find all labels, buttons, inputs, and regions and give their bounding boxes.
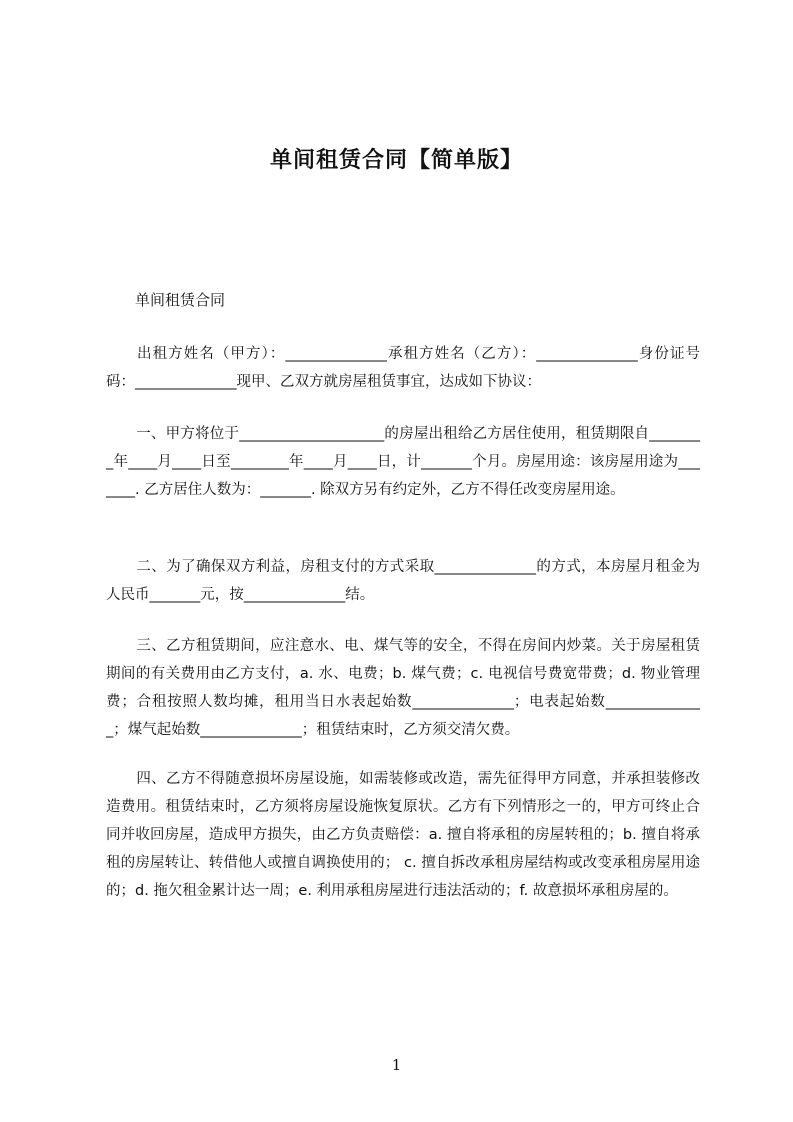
page-number: 1 [391, 1056, 402, 1074]
paragraph-clause-2-text: 二、为了确保双方利益，房租支付的方式采取______________的方式，本房屋月租金为人民币_______元，按______________结。 [106, 559, 700, 603]
paragraph-clause-1 [106, 420, 700, 504]
paragraph-clause-2 [106, 553, 700, 609]
paragraph-clause-3 [106, 632, 700, 744]
paragraph-parties [106, 340, 700, 396]
paragraph-clause-4 [106, 765, 700, 905]
paragraph-clause-1-text: 一、甲方将位于____________________的房屋出租给乙方居住使用，租赁期限自________年____月____日至________年____月____日，计_______个月。房屋用途：该房屋用途为_______. 乙方居住人数为：_______. 除双方另有约定外，乙方不得任改变房屋用途。 [106, 426, 700, 498]
paragraph-parties-text: 出租方姓名（甲方）：______________承租方姓名（乙方）：______________身份证号码：______________现甲、乙双方就房屋租赁事宜，达成如下协议： [106, 346, 700, 390]
document-title: 单间租赁合同【简单版】 [269, 148, 523, 173]
paragraph-clause-4-text: 四、乙方不得随意损坏房屋设施，如需装修或改造，需先征得甲方同意，并承担装修改造费用。租赁结束时，乙方须将房屋设施恢复原状。乙方有下列情形之一的，甲方可终止合同并收回房屋，造成甲方损失，由乙方负责赔偿：a. 擅自将承租的房屋转租的；b. 擅自将承租的房屋转让、转借他人或擅自调换使用的； c. 擅自拆改承租房屋结构或改变承租房屋用途的；d. 拖欠租金累计达一周；e. 利用承租房屋进行违法活动的；f. 故意损坏承租房屋的。 [106, 771, 700, 899]
document-subtitle: 单间租赁合同 [135, 291, 226, 309]
paragraph-clause-3-text: 三、乙方租赁期间，应注意水、电、煤气等的安全，不得在房间内炒菜。关于房屋租赁期间的有关费用由乙方支付，a. 水、电费；b. 煤气费；c. 电视信号费宽带费；d. 物业管理费；合租按照人数均摊，租用当日水表起始数______________；电表起始数______________；煤气起始数______________；租赁结束时，乙方须交清欠费。 [106, 638, 700, 738]
